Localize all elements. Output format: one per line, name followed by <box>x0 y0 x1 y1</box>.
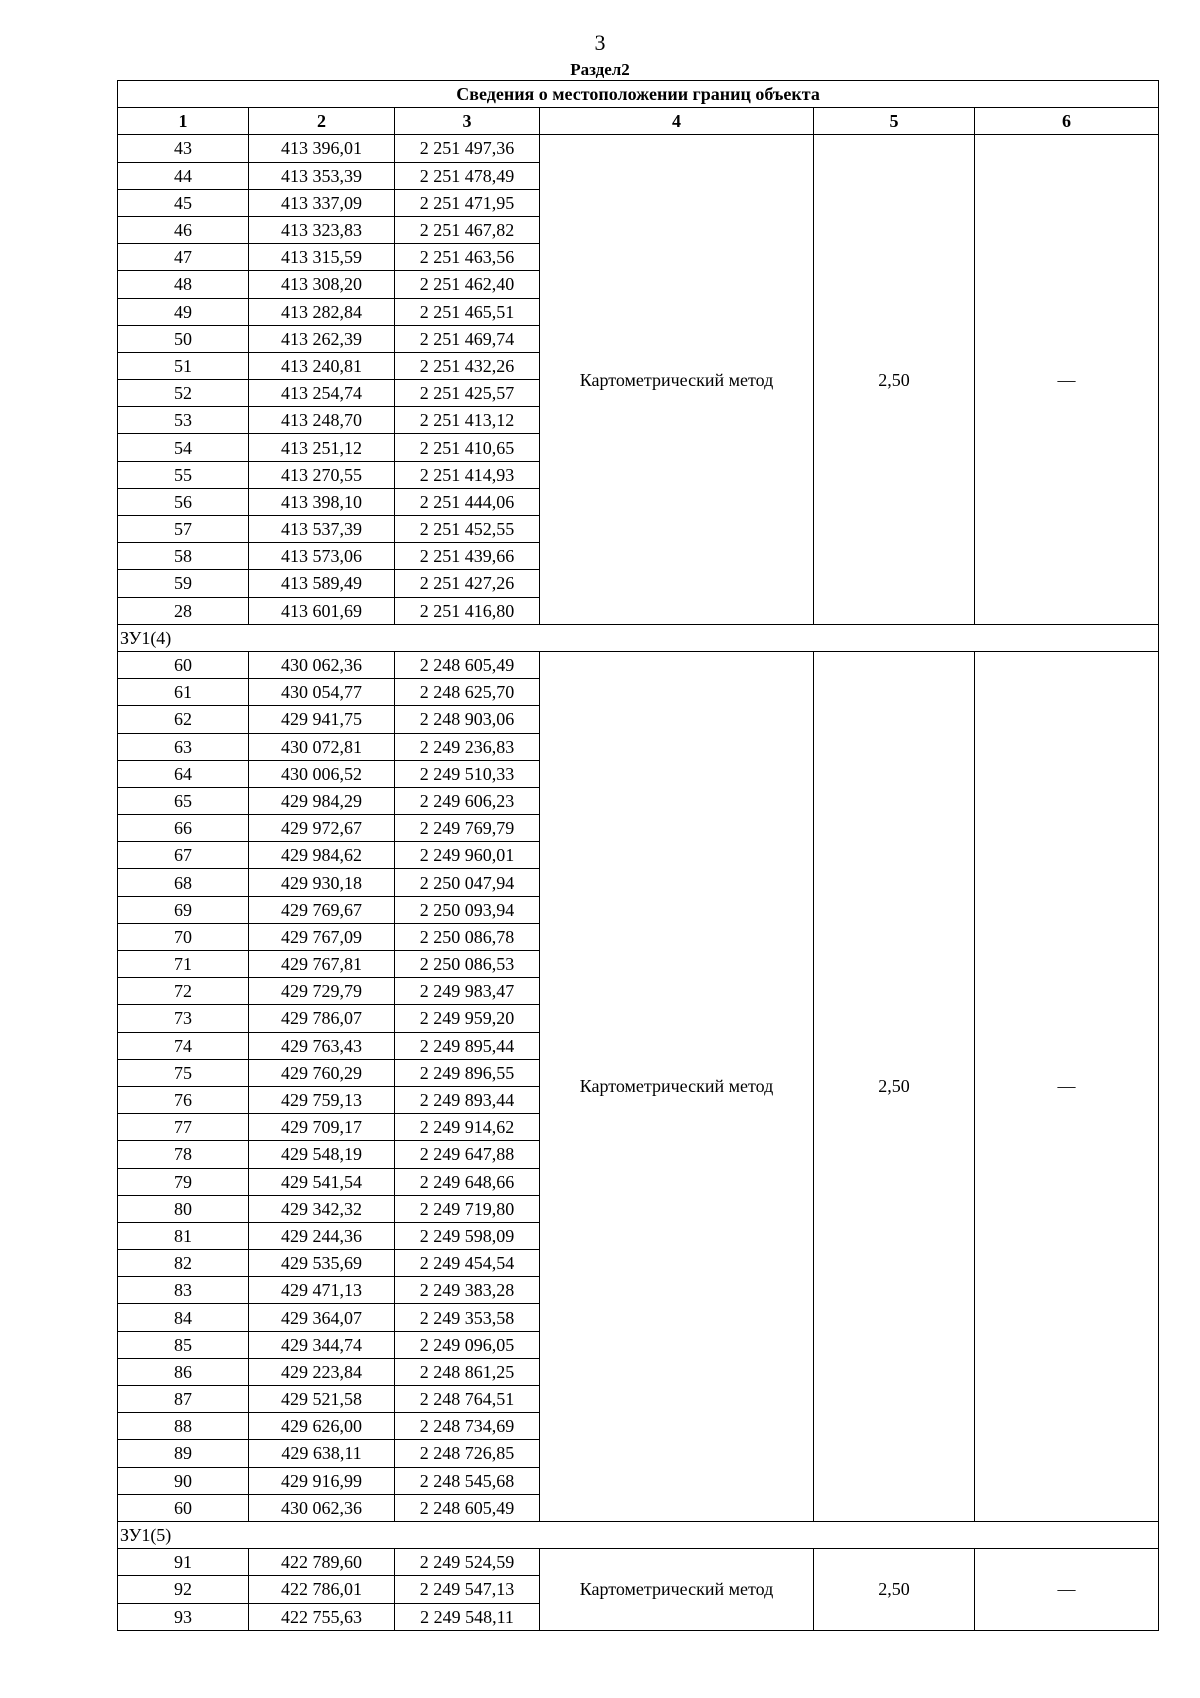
y-coordinate-cell: 2 249 769,79 <box>395 815 540 842</box>
y-coordinate-cell: 2 249 096,05 <box>395 1331 540 1358</box>
y-coordinate-cell: 2 248 726,85 <box>395 1440 540 1467</box>
point-number-cell: 48 <box>118 271 249 298</box>
point-number-cell: 57 <box>118 516 249 543</box>
y-coordinate-cell: 2 249 647,88 <box>395 1141 540 1168</box>
x-coordinate-cell: 429 342,32 <box>249 1195 395 1222</box>
point-number-cell: 90 <box>118 1467 249 1494</box>
x-coordinate-cell: 429 471,13 <box>249 1277 395 1304</box>
point-number-cell: 54 <box>118 434 249 461</box>
point-number-cell: 86 <box>118 1358 249 1385</box>
point-number-cell: 65 <box>118 787 249 814</box>
section-title: Раздел2 <box>570 60 630 79</box>
y-coordinate-cell: 2 248 605,49 <box>395 651 540 678</box>
x-coordinate-cell: 429 786,07 <box>249 1005 395 1032</box>
x-coordinate-cell: 429 769,67 <box>249 896 395 923</box>
x-coordinate-cell: 429 763,43 <box>249 1032 395 1059</box>
point-number-cell: 91 <box>118 1549 249 1576</box>
x-coordinate-cell: 413 589,49 <box>249 570 395 597</box>
y-coordinate-cell: 2 248 861,25 <box>395 1358 540 1385</box>
point-number-cell: 63 <box>118 733 249 760</box>
y-coordinate-cell: 2 249 983,47 <box>395 978 540 1005</box>
column-number: 3 <box>395 108 540 135</box>
y-coordinate-cell: 2 251 432,26 <box>395 352 540 379</box>
point-number-cell: 28 <box>118 597 249 624</box>
x-coordinate-cell: 430 062,36 <box>249 1494 395 1521</box>
x-coordinate-cell: 430 006,52 <box>249 760 395 787</box>
point-number-cell: 61 <box>118 679 249 706</box>
y-coordinate-cell: 2 251 462,40 <box>395 271 540 298</box>
point-number-cell: 53 <box>118 407 249 434</box>
point-number-cell: 75 <box>118 1059 249 1086</box>
column-number: 4 <box>540 108 814 135</box>
point-number-cell: 43 <box>118 135 249 162</box>
y-coordinate-cell: 2 251 444,06 <box>395 488 540 515</box>
y-coordinate-cell: 2 251 410,65 <box>395 434 540 461</box>
x-coordinate-cell: 429 759,13 <box>249 1086 395 1113</box>
accuracy-cell: 2,50 <box>814 135 975 624</box>
x-coordinate-cell: 429 767,09 <box>249 923 395 950</box>
x-coordinate-cell: 413 270,55 <box>249 461 395 488</box>
point-number-cell: 68 <box>118 869 249 896</box>
point-number-cell: 74 <box>118 1032 249 1059</box>
y-coordinate-cell: 2 251 439,66 <box>395 543 540 570</box>
column-number: 5 <box>814 108 975 135</box>
point-number-cell: 93 <box>118 1603 249 1630</box>
table-row <box>118 651 1159 678</box>
note-cell: — <box>975 1549 1159 1631</box>
y-coordinate-cell: 2 248 545,68 <box>395 1467 540 1494</box>
y-coordinate-cell: 2 249 606,23 <box>395 787 540 814</box>
y-coordinate-cell: 2 248 903,06 <box>395 706 540 733</box>
x-coordinate-cell: 430 072,81 <box>249 733 395 760</box>
y-coordinate-cell: 2 251 413,12 <box>395 407 540 434</box>
x-coordinate-cell: 429 941,75 <box>249 706 395 733</box>
x-coordinate-cell: 413 254,74 <box>249 380 395 407</box>
x-coordinate-cell: 413 248,70 <box>249 407 395 434</box>
x-coordinate-cell: 429 760,29 <box>249 1059 395 1086</box>
point-number-cell: 60 <box>118 651 249 678</box>
y-coordinate-cell: 2 249 719,80 <box>395 1195 540 1222</box>
point-number-cell: 66 <box>118 815 249 842</box>
x-coordinate-cell: 429 626,00 <box>249 1413 395 1440</box>
point-number-cell: 49 <box>118 298 249 325</box>
point-number-cell: 55 <box>118 461 249 488</box>
point-number-cell: 72 <box>118 978 249 1005</box>
x-coordinate-cell: 429 244,36 <box>249 1222 395 1249</box>
x-coordinate-cell: 429 916,99 <box>249 1467 395 1494</box>
point-number-cell: 62 <box>118 706 249 733</box>
x-coordinate-cell: 413 251,12 <box>249 434 395 461</box>
point-number-cell: 45 <box>118 189 249 216</box>
y-coordinate-cell: 2 249 383,28 <box>395 1277 540 1304</box>
point-number-cell: 87 <box>118 1386 249 1413</box>
point-number-cell: 71 <box>118 951 249 978</box>
x-coordinate-cell: 429 972,67 <box>249 815 395 842</box>
point-number-cell: 81 <box>118 1222 249 1249</box>
point-number-cell: 67 <box>118 842 249 869</box>
y-coordinate-cell: 2 249 353,58 <box>395 1304 540 1331</box>
x-coordinate-cell: 429 709,17 <box>249 1114 395 1141</box>
table-caption: Сведения о местоположении границ объекта <box>118 81 1159 108</box>
point-number-cell: 77 <box>118 1114 249 1141</box>
point-number-cell: 64 <box>118 760 249 787</box>
point-number-cell: 76 <box>118 1086 249 1113</box>
note-cell: — <box>975 135 1159 624</box>
y-coordinate-cell: 2 251 471,95 <box>395 189 540 216</box>
point-number-cell: 50 <box>118 325 249 352</box>
point-number-cell: 59 <box>118 570 249 597</box>
y-coordinate-cell: 2 249 598,09 <box>395 1222 540 1249</box>
x-coordinate-cell: 429 767,81 <box>249 951 395 978</box>
group-label-row <box>118 1521 1159 1548</box>
y-coordinate-cell: 2 251 467,82 <box>395 216 540 243</box>
x-coordinate-cell: 429 984,29 <box>249 787 395 814</box>
point-number-cell: 92 <box>118 1576 249 1603</box>
group-label: ЗУ1(5) <box>118 1521 1159 1548</box>
y-coordinate-cell: 2 249 914,62 <box>395 1114 540 1141</box>
y-coordinate-cell: 2 248 605,49 <box>395 1494 540 1521</box>
boundary-table-body <box>118 81 1159 1631</box>
y-coordinate-cell: 2 249 893,44 <box>395 1086 540 1113</box>
boundary-table <box>117 80 1159 1631</box>
group-label: ЗУ1(4) <box>118 624 1159 651</box>
x-coordinate-cell: 429 364,07 <box>249 1304 395 1331</box>
note-cell: — <box>975 651 1159 1521</box>
x-coordinate-cell: 413 396,01 <box>249 135 395 162</box>
y-coordinate-cell: 2 251 425,57 <box>395 380 540 407</box>
x-coordinate-cell: 413 353,39 <box>249 162 395 189</box>
y-coordinate-cell: 2 251 427,26 <box>395 570 540 597</box>
x-coordinate-cell: 413 240,81 <box>249 352 395 379</box>
x-coordinate-cell: 413 601,69 <box>249 597 395 624</box>
x-coordinate-cell: 429 223,84 <box>249 1358 395 1385</box>
x-coordinate-cell: 413 262,39 <box>249 325 395 352</box>
table-row <box>118 135 1159 162</box>
y-coordinate-cell: 2 251 416,80 <box>395 597 540 624</box>
x-coordinate-cell: 429 729,79 <box>249 978 395 1005</box>
x-coordinate-cell: 429 521,58 <box>249 1386 395 1413</box>
table-row <box>118 1549 1159 1576</box>
point-number-cell: 80 <box>118 1195 249 1222</box>
y-coordinate-cell: 2 249 547,13 <box>395 1576 540 1603</box>
x-coordinate-cell: 413 315,59 <box>249 244 395 271</box>
x-coordinate-cell: 413 398,10 <box>249 488 395 515</box>
y-coordinate-cell: 2 250 047,94 <box>395 869 540 896</box>
point-number-cell: 52 <box>118 380 249 407</box>
x-coordinate-cell: 429 535,69 <box>249 1250 395 1277</box>
x-coordinate-cell: 413 537,39 <box>249 516 395 543</box>
x-coordinate-cell: 429 541,54 <box>249 1168 395 1195</box>
x-coordinate-cell: 430 054,77 <box>249 679 395 706</box>
point-number-cell: 83 <box>118 1277 249 1304</box>
accuracy-cell: 2,50 <box>814 651 975 1521</box>
column-number-row <box>118 108 1159 135</box>
point-number-cell: 79 <box>118 1168 249 1195</box>
y-coordinate-cell: 2 249 960,01 <box>395 842 540 869</box>
y-coordinate-cell: 2 249 548,11 <box>395 1603 540 1630</box>
x-coordinate-cell: 413 308,20 <box>249 271 395 298</box>
caption-row <box>118 81 1159 108</box>
point-number-cell: 51 <box>118 352 249 379</box>
x-coordinate-cell: 429 638,11 <box>249 1440 395 1467</box>
method-cell: Картометрический метод <box>540 135 814 624</box>
point-number-cell: 84 <box>118 1304 249 1331</box>
y-coordinate-cell: 2 249 524,59 <box>395 1549 540 1576</box>
y-coordinate-cell: 2 251 463,56 <box>395 244 540 271</box>
x-coordinate-cell: 422 789,60 <box>249 1549 395 1576</box>
accuracy-cell: 2,50 <box>814 1549 975 1631</box>
x-coordinate-cell: 430 062,36 <box>249 651 395 678</box>
y-coordinate-cell: 2 251 478,49 <box>395 162 540 189</box>
column-number: 1 <box>118 108 249 135</box>
point-number-cell: 88 <box>118 1413 249 1440</box>
y-coordinate-cell: 2 248 734,69 <box>395 1413 540 1440</box>
point-number-cell: 73 <box>118 1005 249 1032</box>
y-coordinate-cell: 2 249 454,54 <box>395 1250 540 1277</box>
method-cell: Картометрический метод <box>540 1549 814 1631</box>
y-coordinate-cell: 2 250 086,53 <box>395 951 540 978</box>
x-coordinate-cell: 429 930,18 <box>249 869 395 896</box>
y-coordinate-cell: 2 250 086,78 <box>395 923 540 950</box>
column-number: 2 <box>249 108 395 135</box>
page-number: 3 <box>594 30 606 55</box>
point-number-cell: 56 <box>118 488 249 515</box>
y-coordinate-cell: 2 249 510,33 <box>395 760 540 787</box>
point-number-cell: 82 <box>118 1250 249 1277</box>
group-label-row <box>118 624 1159 651</box>
column-number: 6 <box>975 108 1159 135</box>
point-number-cell: 47 <box>118 244 249 271</box>
y-coordinate-cell: 2 248 764,51 <box>395 1386 540 1413</box>
y-coordinate-cell: 2 249 895,44 <box>395 1032 540 1059</box>
point-number-cell: 78 <box>118 1141 249 1168</box>
y-coordinate-cell: 2 251 452,55 <box>395 516 540 543</box>
point-number-cell: 85 <box>118 1331 249 1358</box>
point-number-cell: 89 <box>118 1440 249 1467</box>
x-coordinate-cell: 413 323,83 <box>249 216 395 243</box>
point-number-cell: 58 <box>118 543 249 570</box>
y-coordinate-cell: 2 248 625,70 <box>395 679 540 706</box>
y-coordinate-cell: 2 249 648,66 <box>395 1168 540 1195</box>
y-coordinate-cell: 2 249 959,20 <box>395 1005 540 1032</box>
point-number-cell: 44 <box>118 162 249 189</box>
x-coordinate-cell: 429 344,74 <box>249 1331 395 1358</box>
y-coordinate-cell: 2 250 093,94 <box>395 896 540 923</box>
y-coordinate-cell: 2 251 414,93 <box>395 461 540 488</box>
x-coordinate-cell: 429 984,62 <box>249 842 395 869</box>
y-coordinate-cell: 2 249 236,83 <box>395 733 540 760</box>
x-coordinate-cell: 422 755,63 <box>249 1603 395 1630</box>
point-number-cell: 60 <box>118 1494 249 1521</box>
x-coordinate-cell: 422 786,01 <box>249 1576 395 1603</box>
x-coordinate-cell: 413 282,84 <box>249 298 395 325</box>
y-coordinate-cell: 2 251 497,36 <box>395 135 540 162</box>
y-coordinate-cell: 2 251 465,51 <box>395 298 540 325</box>
point-number-cell: 46 <box>118 216 249 243</box>
x-coordinate-cell: 413 337,09 <box>249 189 395 216</box>
method-cell: Картометрический метод <box>540 651 814 1521</box>
point-number-cell: 69 <box>118 896 249 923</box>
point-number-cell: 70 <box>118 923 249 950</box>
x-coordinate-cell: 429 548,19 <box>249 1141 395 1168</box>
y-coordinate-cell: 2 251 469,74 <box>395 325 540 352</box>
y-coordinate-cell: 2 249 896,55 <box>395 1059 540 1086</box>
x-coordinate-cell: 413 573,06 <box>249 543 395 570</box>
